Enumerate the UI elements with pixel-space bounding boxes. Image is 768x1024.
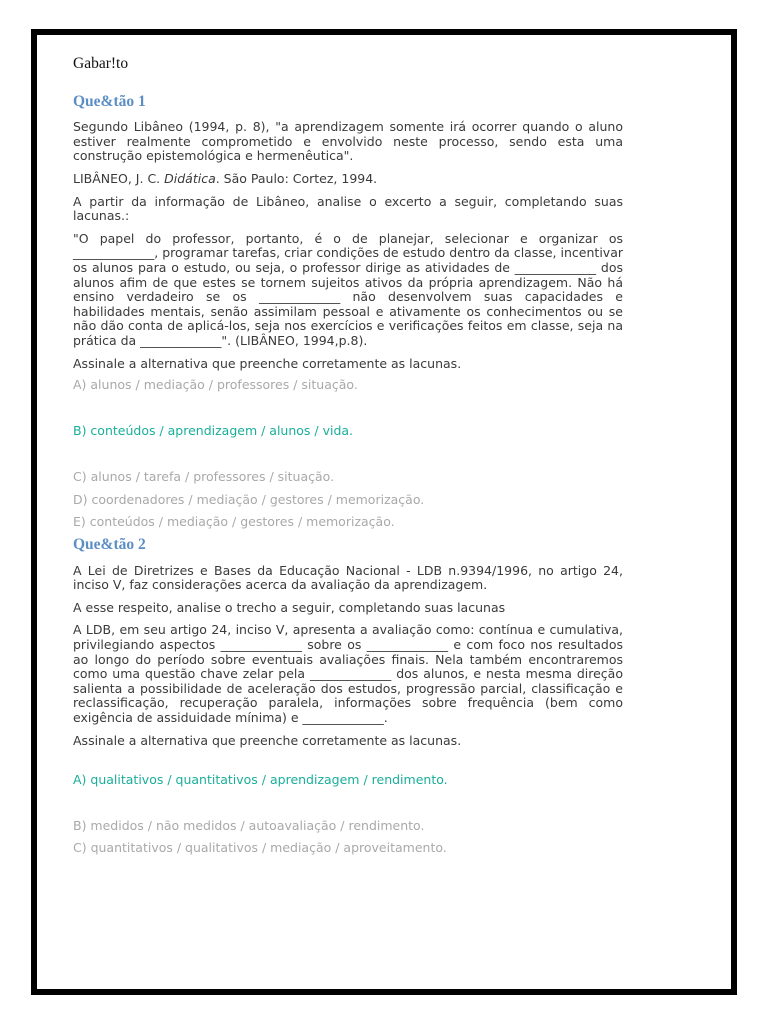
- reference-suffix: . São Paulo: Cortez, 1994.: [215, 170, 378, 186]
- option-b-correct[interactable]: B) conteúdos / aprendizagem / alunos / vida.: [73, 422, 354, 438]
- question-excerpt: "O papel do professor, portanto, é o de planejar, selecionar e organizar os _____________, programar tarefas, criar condições de estudo dentro da classe, incentivar os alunos para o estudo, ou seja, o professor dirige as atividades de _____________ dos alunos afim de que estes se tornem sujeitos ativos da própria aprendizagem. Não há ensino verdadeiro se os _____________ não desenvolvem suas capacidades e habilidades mentais, senão assimilam pessoal e ativamente os conhecimentos ou se não dão conta de aplicá-los, seja nos exercícios e verificações feitos em classe, seja na prática da _____________". (LIBÂNEO, 1994,p.8).: [73, 230, 623, 348]
- question-prompt: Assinale a alternativa que preenche corretamente as lacunas.: [73, 732, 462, 748]
- question-excerpt: A LDB, em seu artigo 24, inciso V, apresenta a avaliação como: contínua e cumulativa, privilegiando aspectos _____________ sobre os _____________ e com foco nos resultados ao longo do período sobre eventuais avaliações finais. Nela também encontraremos como uma questão chave zelar pela _____________ dos alunos, e nesta mesma direção salienta a possibilidade de aceleração dos estudos, progressão parcial, classificação e reclassificação, recuperação paralela, informações sobre frequência (bem como exigência de assiduidade mínima) e _____________.: [73, 622, 623, 725]
- reference-prefix: LIBÂNEO, J. C.: [73, 170, 165, 186]
- option-c[interactable]: C) quantitativos / qualitativos / mediação / aproveitamento.: [73, 840, 447, 856]
- document-content: [73, 52, 623, 856]
- option-a-correct[interactable]: A) qualitativos / quantitativos / aprendizagem / rendimento.: [73, 772, 448, 788]
- page-heading: Gabar!to: [73, 55, 129, 72]
- question-title: Que&tão 1: [73, 92, 146, 110]
- reference-title: Didática: [164, 170, 216, 186]
- bibliographic-reference: [73, 172, 623, 187]
- option-e[interactable]: E) conteúdos / mediação / gestores / memorização.: [73, 514, 395, 530]
- option-b[interactable]: B) medidos / não medidos / autoavaliação / rendimento.: [73, 817, 425, 833]
- option-a[interactable]: A) alunos / mediação / professores / situação.: [73, 377, 358, 393]
- question-1: [73, 92, 623, 530]
- option-d[interactable]: D) coordenadores / mediação / gestores / memorização.: [73, 491, 425, 507]
- question-prompt: Assinale a alternativa que preenche corretamente as lacunas.: [73, 355, 462, 371]
- question-title: Que&tão 2: [73, 536, 146, 554]
- question-2: [73, 538, 623, 856]
- option-c[interactable]: C) alunos / tarefa / professores / situação.: [73, 469, 335, 485]
- question-instruction: A esse respeito, analise o trecho a seguir, completando suas lacunas: [73, 599, 506, 615]
- question-intro: A Lei de Diretrizes e Bases da Educação Nacional - LDB n.9394/1996, no artigo 24, inciso V, faz considerações acerca da avaliação da aprendizagem.: [73, 562, 623, 593]
- question-intro: Segundo Libâneo (1994, p. 8), "a aprendizagem somente irá ocorrer quando o aluno estiver realmente comprometido e envolvido neste processo, sendo esta uma construção epistemológica e hermenêutica".: [73, 119, 623, 164]
- question-instruction: A partir da informação de Libâneo, analise o excerto a seguir, completando suas lacunas.:: [73, 193, 623, 224]
